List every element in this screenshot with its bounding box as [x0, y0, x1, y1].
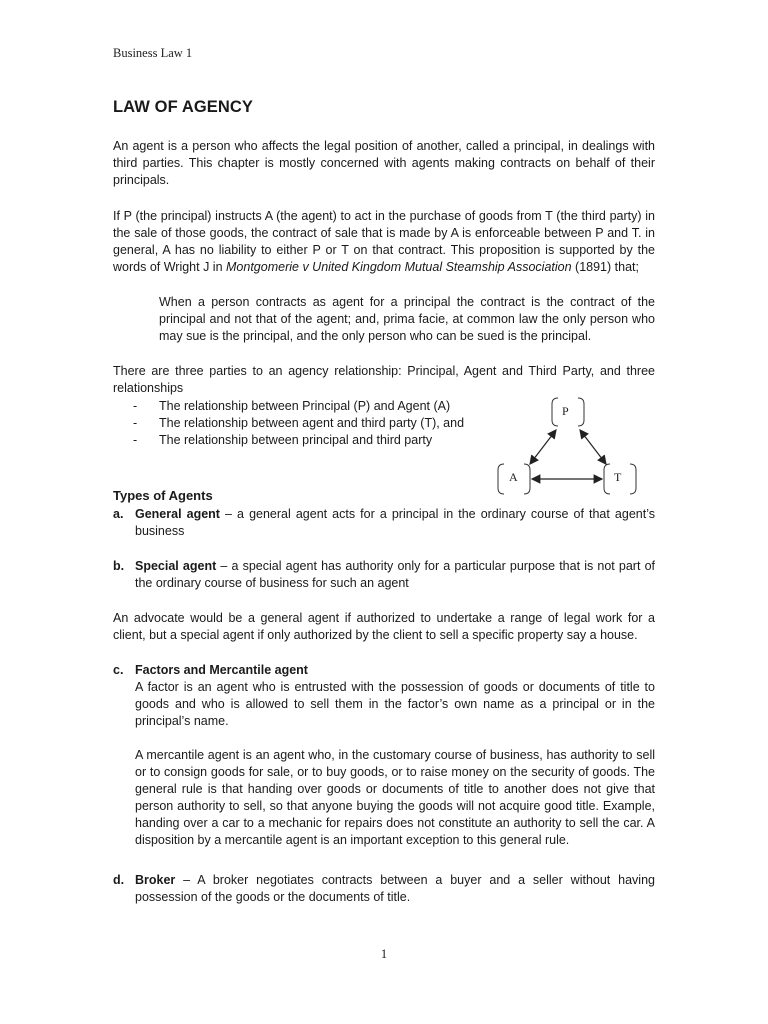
t-node	[604, 464, 636, 494]
type-general-agent	[113, 506, 655, 540]
relationship-text: The relationship between Principal (P) and Agent (A)	[159, 399, 451, 413]
page-title: LAW OF AGENCY	[113, 98, 254, 116]
p-node	[552, 398, 584, 426]
intro-paragraph: An agent is a person who affects the legal position of another, called a principal, in dealings with third parties. This chapter is mostly concerned with agents making contracts on behalf of their principals.	[113, 139, 655, 187]
page-number: 1	[380, 947, 388, 961]
example-text-before: If P (the principal) instructs A (the agent) to act in the purchase of goods from T (the third party) in the sale of those goods, the contract of sale that is made by A is enforceable between P and T. in general, A has no liability to either P or T on that contract. This proposition is supported by the words of Wright J in	[113, 209, 655, 274]
type-factors-mercantile	[113, 662, 655, 849]
term-desc: – A broker negotiates contracts between a buyer and a seller without having possession of the goods or the documents of title.	[135, 873, 655, 904]
term: Factors and Mercantile agent	[135, 663, 308, 677]
item-marker: d.	[113, 873, 125, 887]
p-t-arrow	[580, 430, 606, 464]
example-text-after: that;	[611, 260, 639, 274]
item-marker: b.	[113, 559, 125, 573]
relationships-list	[113, 398, 493, 449]
agency-triangle-diagram	[492, 392, 642, 502]
factor-desc: A factor is an agent who is entrusted with the possession of goods or documents of title to goods and who is allowed to sell them in the factor’s own name as a principal or in the principal’s name.	[135, 680, 655, 728]
list-item: - The relationship between agent and third party (T), and	[133, 416, 465, 430]
type-special-agent	[113, 558, 655, 592]
t-label: T	[614, 470, 622, 484]
p-a-arrow	[530, 430, 556, 464]
example-paragraph	[113, 208, 655, 276]
types-heading: Types of Agents	[113, 488, 213, 503]
a-node	[498, 464, 530, 494]
parties-intro-paragraph: There are three parties to an agency relationship: Principal, Agent and Third Party, and three relationships	[113, 364, 655, 395]
term: Special agent	[135, 559, 217, 573]
a-label: A	[509, 470, 518, 484]
relationship-text: The relationship between principal and third party	[159, 433, 433, 447]
advocate-note: An advocate would be a general agent if authorized to undertake a range of legal work for a client, but a special agent if only authorized by the client to sell a specific property say a house.	[113, 611, 655, 642]
mercantile-desc: A mercantile agent is an agent who, in the customary course of business, has authority to sell or to consign goods for sale, or to buy goods, or to raise money on the security of goods. The general rule is that handing over goods or documents of title to another does not give that person authority to sell, so that anyone buying the goods will not acquire good title. Example, handing over a car to a mechanic for repairs does not constitute an authority to sell the car. A disposition by a mercantile agent is an important exception to this general rule.	[135, 748, 655, 847]
term-desc: – a special agent has authority only for a particular purpose that is not part of the ordinary course of business for such an agent	[135, 559, 655, 590]
item-marker: a.	[113, 507, 124, 521]
case-name: Montgomerie v United Kingdom Mutual Steamship Association	[226, 260, 572, 274]
list-item: - The relationship between principal and third party	[133, 433, 433, 447]
quote-paragraph: When a person contracts as agent for a principal the contract is the contract of the principal and not that of the agent; and, prima facie, at common law the only person who may sue is the principal, and the only person who can be sued is the principal.	[159, 295, 655, 343]
running-header: Business Law 1	[113, 46, 193, 60]
p-label: P	[562, 404, 569, 418]
list-item: - The relationship between Principal (P) and Agent (A)	[133, 399, 451, 413]
type-broker	[113, 872, 655, 906]
relationship-text: The relationship between agent and third party (T), and	[159, 416, 465, 430]
case-year: (1891)	[571, 260, 612, 274]
term: Broker	[135, 873, 176, 887]
item-marker: c.	[113, 663, 124, 677]
term-desc: – a general agent acts for a principal in the ordinary course of that agent’s business	[135, 507, 655, 538]
term: General agent	[135, 507, 220, 521]
